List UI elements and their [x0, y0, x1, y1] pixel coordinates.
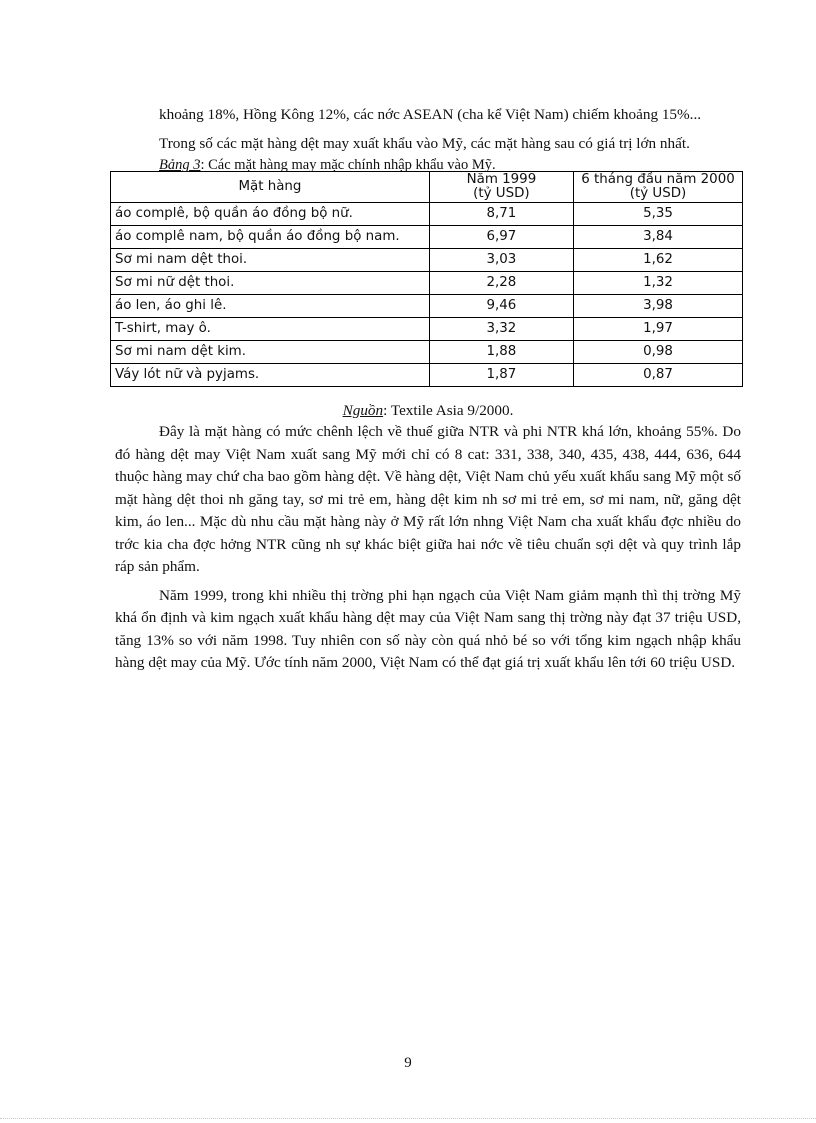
table-row — [111, 295, 743, 318]
row-value-2000: 0,98 — [573, 341, 742, 364]
table-row — [111, 272, 743, 295]
row-value-2000: 1,32 — [573, 272, 742, 295]
page-bottom-divider — [0, 1118, 816, 1119]
row-value-2000: 3,98 — [573, 295, 742, 318]
row-value-2000: 3,84 — [573, 226, 742, 249]
table-header-row — [111, 172, 743, 203]
table-row — [111, 341, 743, 364]
row-value-1999: 3,03 — [429, 249, 573, 272]
table-caption — [159, 157, 741, 171]
body-paragraph-1: Đây là mặt hàng có mức chênh lệch về thuế giữa NTR và phi NTR khá lớn, khoảng 55%. Do đó hàng dệt may Việt Nam xuất sang Mỹ mới chỉ có 8 cat: 331, 338, 340, 435, 438, 444, 636, 644 thuộc hàng may chứ cha bao gồm hàng dệt. Về hàng dệt, Việt Nam chủ yếu xuất khẩu sang Mỹ một số mặt hàng dệt thoi nh găng tay, sơ mi trẻ em, hàng dệt kim nh sơ mi trẻ em, sơ mi nam, nữ, găng dệt kim, áo len... Mặc dù nhu cầu mặt hàng này ở Mỹ rất lớn nhng Việt Nam cha xuất khẩu đợc nhiều do trớc kia cha đợc hởng NTR cũng nh sự khác biệt giữa hai nớc về tiêu chuẩn sợi dệt và quy trình lắp ráp sản phẩm. — [115, 423, 741, 575]
table-row — [111, 226, 743, 249]
row-value-1999: 1,88 — [429, 341, 573, 364]
table-row — [111, 249, 743, 272]
row-value-2000: 5,35 — [573, 203, 742, 226]
table-caption-text: : Các mặt hàng may mặc chính nhập khẩu vào Mỹ. — [200, 157, 496, 173]
row-item: T-shirt, may ô. — [111, 318, 430, 341]
header-half-2000-line2: (tỷ USD) — [629, 186, 687, 201]
source-note — [115, 401, 741, 421]
row-value-1999: 9,46 — [429, 295, 573, 318]
document-body — [115, 104, 741, 675]
table-row — [111, 203, 743, 226]
source-text: : Textile Asia 9/2000. — [383, 402, 514, 419]
header-half-2000 — [573, 172, 742, 203]
row-value-1999: 8,71 — [429, 203, 573, 226]
row-value-2000: 1,97 — [573, 318, 742, 341]
row-item: Sơ mi nam dệt thoi. — [111, 249, 430, 272]
row-value-2000: 1,62 — [573, 249, 742, 272]
page-number: 9 — [404, 1055, 412, 1071]
row-value-1999: 2,28 — [429, 272, 573, 295]
import-goods-table — [110, 171, 743, 387]
row-value-2000: 0,87 — [573, 364, 742, 387]
row-item: áo len, áo ghi lê. — [111, 295, 430, 318]
row-item: Sơ mi nữ dệt thoi. — [111, 272, 430, 295]
table-row — [111, 364, 743, 387]
row-item: Váy lót nữ và pyjams. — [111, 364, 430, 387]
header-year-1999-line1: Năm 1999 — [466, 172, 537, 187]
row-item: Sơ mi nam dệt kim. — [111, 341, 430, 364]
body-paragraph-2: Năm 1999, trong khi nhiều thị trờng phi hạn ngạch của Việt Nam giảm mạnh thì thị trờng Mỹ khá ổn định và kim ngạch xuất khẩu hàng dệt may của Việt Nam sang thị trờng này đạt 37 triệu USD, tăng 13% so với năm 1998. Tuy nhiên con số này còn quá nhỏ bé so với tổng kim ngạch nhập khẩu hàng dệt may của Mỹ. Ước tính năm 2000, Việt Nam có thể đạt giá trị xuất khẩu lên tới 60 triệu USD. — [115, 586, 741, 671]
row-item: áo complê, bộ quần áo đồng bộ nữ. — [111, 203, 430, 226]
header-item: Mặt hàng — [111, 172, 430, 203]
header-year-1999 — [429, 172, 573, 203]
header-half-2000-line1: 6 tháng đầu năm 2000 — [581, 172, 735, 187]
table-row — [111, 318, 743, 341]
intro-paragraph-1: khoảng 18%, Hồng Kông 12%, các nớc ASEAN (cha kể Việt Nam) chiếm khoảng 15%... — [159, 106, 702, 123]
row-value-1999: 6,97 — [429, 226, 573, 249]
table-caption-label: Bảng 3 — [159, 157, 201, 173]
row-value-1999: 3,32 — [429, 318, 573, 341]
row-item: áo complê nam, bộ quần áo đồng bộ nam. — [111, 226, 430, 249]
intro-paragraph-2: Trong số các mặt hàng dệt may xuất khẩu vào Mỹ, các mặt hàng sau có giá trị lớn nhất. — [159, 134, 690, 152]
row-value-1999: 1,87 — [429, 364, 573, 387]
header-year-1999-line2: (tỷ USD) — [473, 186, 530, 201]
source-label: Nguồn — [342, 402, 384, 419]
